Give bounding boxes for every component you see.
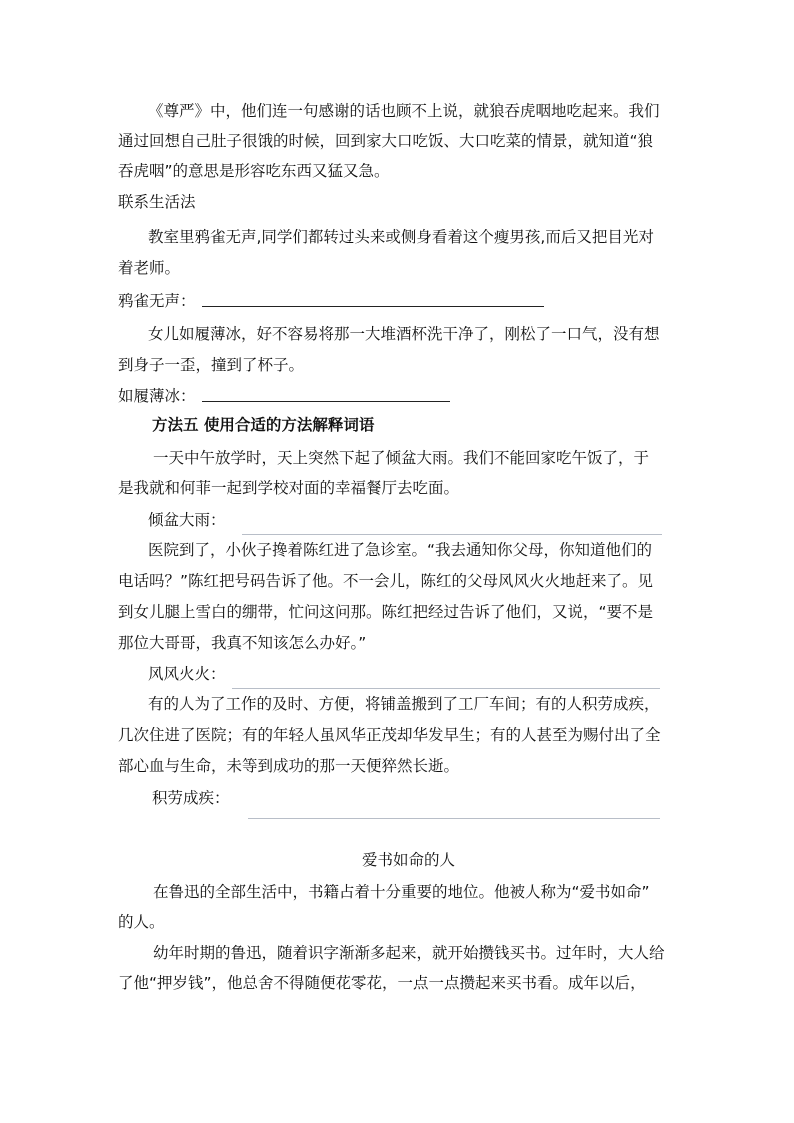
method-heading: 方法五 使用合适的方法解释词语 — [152, 416, 375, 434]
answer-blank[interactable] — [202, 401, 450, 402]
term-label: 积劳成疾： — [152, 789, 230, 807]
paragraph-line: 到身子一歪，撞到了杯子。 — [118, 356, 305, 374]
paragraph-line: 电话吗？”陈红把号码告诉了他。不一会儿，陈红的父母风风火火地赶来了。见 — [118, 572, 654, 590]
paragraph-line: 了他“押岁钱”，他总舍不得随便花零花，一点一点攒起来买书看。成年以后， — [118, 974, 646, 992]
term-label: 如履薄冰： — [118, 387, 196, 405]
paragraph-line: 通过回想自己肚子很饿的时候，回到家大口吃饭、大口吃菜的情景，就知道“狼 — [118, 132, 654, 150]
answer-blank[interactable] — [232, 688, 660, 689]
paragraph-line: 吞虎咽”的意思是形容吃东西又猛又急。 — [118, 162, 390, 180]
section-heading: 联系生活法 — [118, 193, 196, 211]
answer-blank[interactable] — [242, 534, 662, 535]
paragraph-line: 教室里鸦雀无声,同学们都转过头来或侧身看着这个瘦男孩,而后又把目光对 — [148, 228, 654, 246]
paragraph-line: 着老师。 — [118, 259, 181, 277]
paragraph-line: 几次住进了医院；有的年轻人虽风华正茂却华发早生；有的人甚至为赐付出了全 — [118, 726, 661, 744]
paragraph-line: 《尊严》中，他们连一句感谢的话也顾不上说，就狼吞虎咽地吃起来。我们 — [148, 102, 660, 120]
paragraph-line: 那位大哥哥，我真不知该怎么办好。” — [118, 634, 367, 652]
paragraph-line: 在鲁迅的全部生活中，书籍占着十分重要的地位。他被人称为“爱书如命” — [153, 883, 650, 901]
term-label: 风风火火： — [148, 665, 226, 683]
paragraph-line: 有的人为了工作的及时、方便，将铺盖搬到了工厂车间；有的人积劳成疾， — [148, 695, 660, 713]
paragraph-line: 医院到了，小伙子搀着陈红进了急诊室。“我去通知你父母，你知道他们的 — [148, 541, 653, 559]
paragraph-line: 是我就和何菲一起到学校对面的幸福餐厅去吃面。 — [118, 479, 460, 497]
paragraph-line: 女儿如履薄冰，好不容易将那一大堆酒杯洗干净了，刚松了一口气，没有想 — [148, 325, 660, 343]
passage-title: 爱书如命的人 — [362, 851, 456, 869]
term-label: 倾盆大雨： — [148, 511, 226, 529]
answer-blank[interactable] — [202, 306, 544, 307]
answer-blank[interactable] — [248, 818, 660, 819]
paragraph-line: 到女儿腿上雪白的绷带，忙问这问那。陈红把经过告诉了他们，又说，“要不是 — [118, 603, 654, 621]
paragraph-line: 幼年时期的鲁迅，随着识字渐渐多起来，就开始攒钱买书。过年时，大人给 — [153, 944, 665, 962]
term-label: 鸦雀无声： — [118, 292, 196, 310]
paragraph-line: 一天中午放学时，天上突然下起了倾盆大雨。我们不能回家吃午饭了，于 — [153, 449, 650, 467]
paragraph-line: 的人。 — [118, 913, 165, 931]
paragraph-line: 部心血与生命，未等到成功的那一天便猝然长逝。 — [118, 757, 460, 775]
